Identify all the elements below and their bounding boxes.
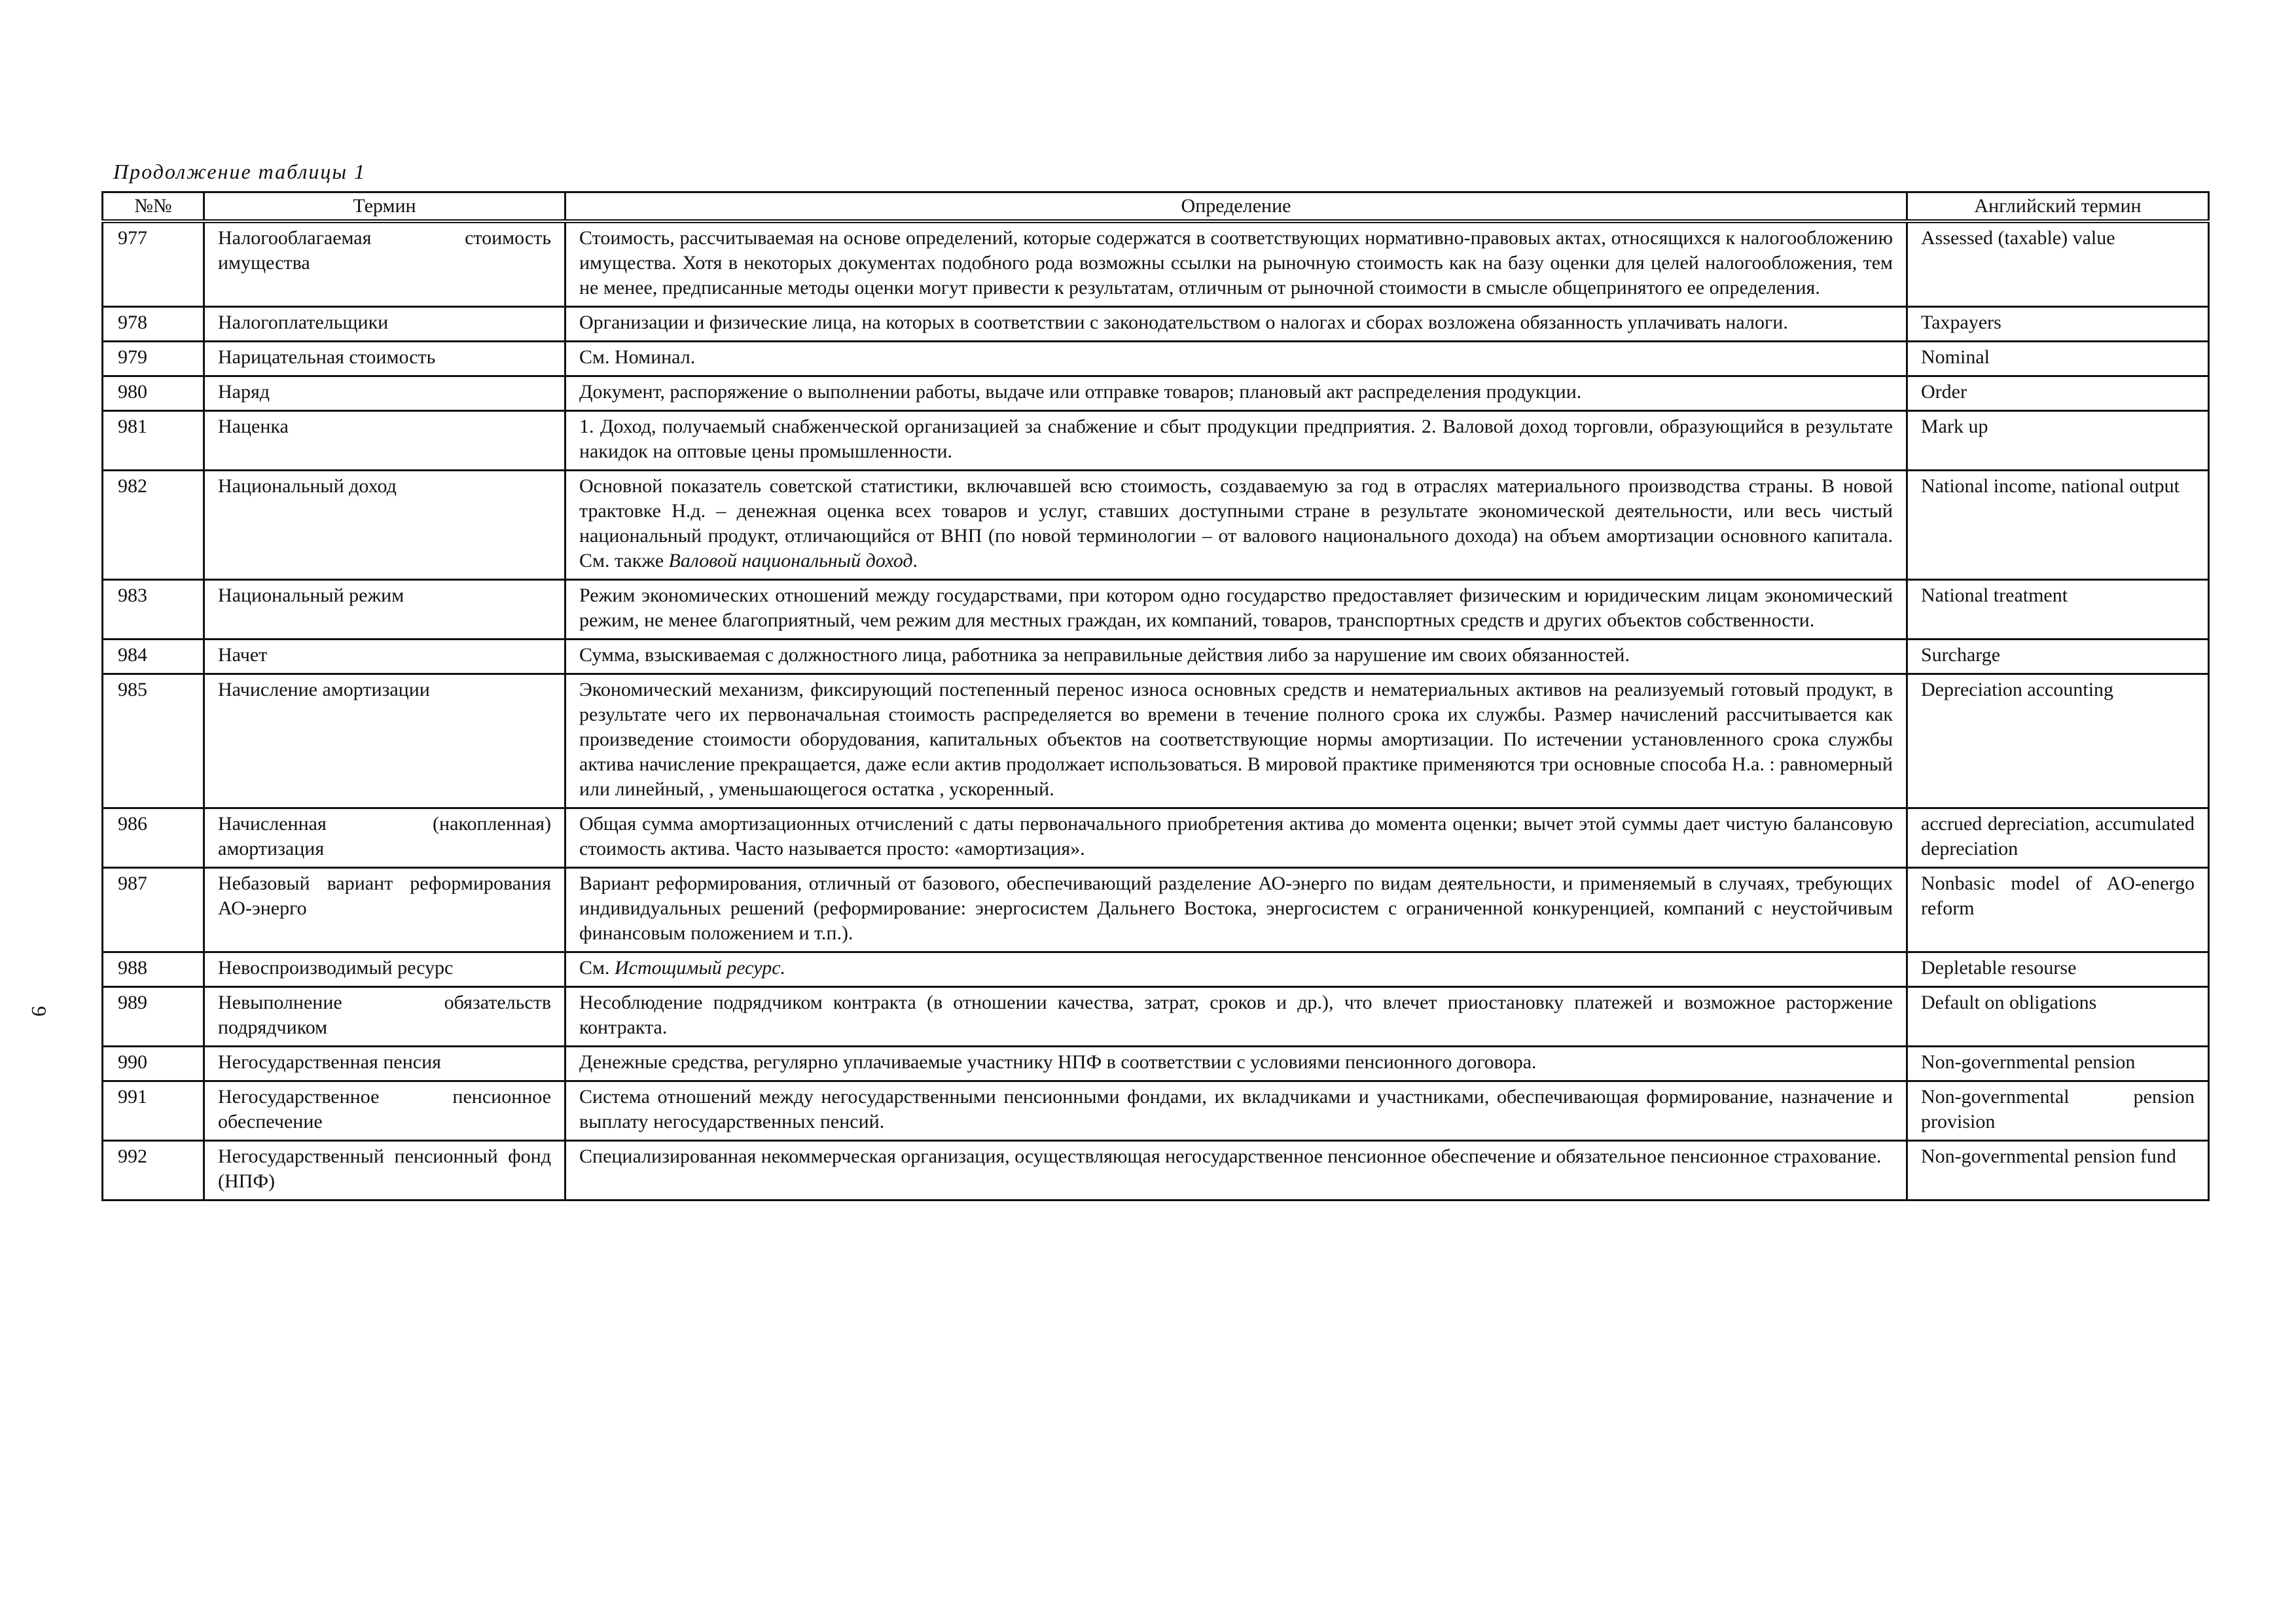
row-english-term-text: Depletable resourse xyxy=(1921,957,2077,979)
row-term-text: Начисление амортизации xyxy=(218,679,430,700)
table-row xyxy=(103,376,2209,411)
row-term-text: Небазовый вариант реформирования АО-энерго xyxy=(218,873,551,919)
table-body xyxy=(103,221,2209,1200)
row-number-text: 992 xyxy=(118,1146,147,1167)
table-row xyxy=(103,987,2209,1047)
row-term-text: Негосударственное пенсионное обеспечение xyxy=(218,1086,551,1132)
row-term xyxy=(204,580,565,640)
row-english-term-text: Assessed (taxable) value xyxy=(1921,227,2115,249)
row-term-text: Негосударственная пенсия xyxy=(218,1051,441,1073)
row-number xyxy=(103,987,204,1047)
row-english-term-text: Taxpayers xyxy=(1921,312,2001,333)
row-english-term xyxy=(1907,376,2209,411)
row-term-text: Начисленная (накопленная) амортизация xyxy=(218,813,551,859)
row-number xyxy=(103,307,204,342)
row-english-term xyxy=(1907,580,2209,640)
row-number xyxy=(103,808,204,868)
row-term xyxy=(204,221,565,307)
row-definition xyxy=(565,987,1907,1047)
row-definition xyxy=(565,674,1907,808)
table-row xyxy=(103,674,2209,808)
row-term xyxy=(204,868,565,952)
row-number-text: 980 xyxy=(118,381,147,403)
row-english-term xyxy=(1907,471,2209,580)
row-number-text: 978 xyxy=(118,312,147,333)
table-row xyxy=(103,868,2209,952)
row-number xyxy=(103,952,204,987)
row-number-text: 989 xyxy=(118,992,147,1013)
row-english-term-text: Non-governmental pension xyxy=(1921,1051,2136,1073)
row-number xyxy=(103,580,204,640)
row-number xyxy=(103,221,204,307)
row-english-term-text: accrued depreciation, accumulated depreciation xyxy=(1921,813,2195,859)
row-term-text: Налогооблагаемая стоимость имущества xyxy=(218,227,551,274)
row-definition xyxy=(565,808,1907,868)
row-definition xyxy=(565,376,1907,411)
row-number-text: 982 xyxy=(118,475,147,497)
row-definition xyxy=(565,868,1907,952)
row-english-term xyxy=(1907,411,2209,471)
row-number xyxy=(103,674,204,808)
row-definition-text: Экономический механизм, фиксирующий постепенный перенос износа основных средств и нематериальных активов на реализуемый готовый продукт, в результате чего их первоначальная стоимость распределяется во времени в течение полного срока их службы. Размер начислений рассчитывается как произведение стоимости оборудования, капитальных объектов на соответствующие нормы амортизации. По истечении установленного срока службы актива начисление прекращается, даже если актив продолжает использоваться. В мировой практике применяются три основные способа Н.а. : равномерный или линейный, , уменьшающегося остатка , ускоренный. xyxy=(579,679,1893,800)
header-english-term: Английский термин xyxy=(1907,192,2209,222)
row-term-text: Наценка xyxy=(218,416,289,437)
row-definition-text: Сумма, взыскиваемая с должностного лица, работника за неправильные действия либо за нарушение им своих обязанностей. xyxy=(579,644,1630,666)
table-row xyxy=(103,1081,2209,1141)
row-definition xyxy=(565,952,1907,987)
table-row xyxy=(103,471,2209,580)
row-term xyxy=(204,1047,565,1081)
cross-reference-link: Истощимый ресурс. xyxy=(615,957,786,979)
row-english-term xyxy=(1907,674,2209,808)
table-row xyxy=(103,342,2209,376)
row-definition-text: Несоблюдение подрядчиком контракта (в отношении качества, затрат, сроков и др.), что влечет приостановку платежей и возможное расторжение контракта. xyxy=(579,992,1893,1038)
row-number xyxy=(103,411,204,471)
row-term xyxy=(204,1141,565,1200)
row-english-term xyxy=(1907,640,2209,674)
row-english-term-text: National treatment xyxy=(1921,585,2068,606)
row-term xyxy=(204,952,565,987)
row-number-text: 991 xyxy=(118,1086,147,1108)
row-english-term-text: Mark up xyxy=(1921,416,1988,437)
header-number: №№ xyxy=(103,192,204,222)
row-definition-text: Основной показатель советской статистики, включавшей всю стоимость, создаваемую за год в отраслях материального производства страны. В новой трактовке Н.д. – денежная оценка всех товаров и услуг, ставших доступными стране в результате экономической деятельности, или весь чистый национальный продукт, отличающийся от ВНП (по новой терминологии – от валового национального дохода) на объем амортизации основного капитала. См. также xyxy=(579,475,1893,571)
row-term xyxy=(204,1081,565,1141)
row-definition-text: Общая сумма амортизационных отчислений с даты первоначального приобретения актива до момента оценки; вычет этой суммы дает чистую балансовую стоимость актива. Часто называется просто: «амортизация». xyxy=(579,813,1893,859)
row-number xyxy=(103,1047,204,1081)
cross-reference-link: Валовой национальный доход xyxy=(668,550,913,571)
row-term xyxy=(204,376,565,411)
header-row xyxy=(103,192,2209,222)
table-row xyxy=(103,640,2209,674)
row-number-text: 987 xyxy=(118,873,147,894)
row-definition-text: См. Номинал. xyxy=(579,346,696,368)
table-row xyxy=(103,952,2209,987)
row-number-text: 983 xyxy=(118,585,147,606)
table-row xyxy=(103,411,2209,471)
row-definition-text: Вариант реформирования, отличный от базового, обеспечивающий разделение АО-энерго по видам деятельности, и применяемый в случаях, требующих индивидуальных решений (реформирование: энергосистем Дальнего Востока, энергосистем с ограниченной конкуренцией, компаний с неустойчивым финансовым положением и т.п.). xyxy=(579,873,1893,944)
row-term-text: Национальный режим xyxy=(218,585,404,606)
row-number-text: 981 xyxy=(118,416,147,437)
row-term xyxy=(204,471,565,580)
row-definition-text: См. xyxy=(579,957,610,979)
row-definition-text: Стоимость, рассчитываемая на основе определений, которые содержатся в соответствующих нормативно-правовых актах, относящихся к налогообложению имущества. Хотя в некоторых документах подобного рода возможны ссылки на рыночную стоимость как на базу оценки для целей налогообложения, тем не менее, предписанные методы оценки могут привести к результатам, отличным от рыночной стоимости в смысле общепринятого ее определения. xyxy=(579,227,1893,298)
table-row xyxy=(103,808,2209,868)
row-term-text: Невыполнение обязательств подрядчиком xyxy=(218,992,551,1038)
row-english-term-text: Order xyxy=(1921,381,1967,403)
row-english-term xyxy=(1907,221,2209,307)
table-row xyxy=(103,221,2209,307)
row-number xyxy=(103,1141,204,1200)
row-definition: Основной показатель советской статистики, включавшей всю стоимость, создаваемую за год в отраслях материального производства страны. В новой трактовке Н.д. – денежная оценка всех товаров и услуг, ставших доступными стране в результате экономической деятельности, или весь чистый национальный продукт, отличающийся от ВНП (по новой терминологии – от валового национального дохода) на объем амортизации основного капитала. См. также Валовой национальный доход. xyxy=(565,471,1907,580)
row-term-text: Наряд xyxy=(218,381,270,403)
row-english-term-text: Nominal xyxy=(1921,346,1990,368)
table-row xyxy=(103,307,2209,342)
row-term-text: Негосударственный пенсионный фонд (НПФ) xyxy=(218,1146,551,1192)
row-term xyxy=(204,342,565,376)
row-term-text: Налогоплательщики xyxy=(218,312,389,333)
row-english-term xyxy=(1907,1141,2209,1200)
row-definition xyxy=(565,342,1907,376)
row-term-text: Начет xyxy=(218,644,268,666)
row-english-term xyxy=(1907,1047,2209,1081)
row-term xyxy=(204,808,565,868)
row-number-text: 984 xyxy=(118,644,147,666)
row-definition xyxy=(565,1047,1907,1081)
row-term xyxy=(204,411,565,471)
row-number-text: 988 xyxy=(118,957,147,979)
row-number xyxy=(103,376,204,411)
row-english-term xyxy=(1907,342,2209,376)
terms-table xyxy=(101,191,2210,1201)
row-english-term xyxy=(1907,987,2209,1047)
page-number: 9 xyxy=(27,1006,51,1017)
row-number xyxy=(103,342,204,376)
row-definition xyxy=(565,640,1907,674)
row-term-text: Национальный доход xyxy=(218,475,397,497)
row-definition-text: Режим экономических отношений между государствами, при котором одно государство предоставляет физическим и юридическим лицам экономический режим, не менее благоприятный, чем режим для местных граждан, их компаний, товаров, транспортных средств и других объектов собственности. xyxy=(579,585,1893,631)
row-number-text: 979 xyxy=(118,346,147,368)
row-number xyxy=(103,868,204,952)
row-definition-text: Организации и физические лица, на которых в соответствии с законодательством о налогах и сборах возложена обязанность уплачивать налоги. xyxy=(579,312,1788,333)
header-definition: Определение xyxy=(565,192,1907,222)
table-row xyxy=(103,1141,2209,1200)
row-definition-text: Документ, распоряжение о выполнении работы, выдаче или отправке товаров; плановый акт распределения продукции. xyxy=(579,381,1582,403)
header-term: Термин xyxy=(204,192,565,222)
row-number xyxy=(103,1081,204,1141)
row-term-text: Нарицательная стоимость xyxy=(218,346,436,368)
row-english-term-text: National income, national output xyxy=(1921,475,2179,497)
row-number-text: 985 xyxy=(118,679,147,700)
row-number-text: 986 xyxy=(118,813,147,835)
row-term xyxy=(204,640,565,674)
row-english-term xyxy=(1907,808,2209,868)
row-number xyxy=(103,640,204,674)
row-definition-text: Специализированная некоммерческая организация, осуществляющая негосударственное пенсионное обеспечение и обязательное пенсионное страхование. xyxy=(579,1146,1882,1167)
row-english-term-text: Non-governmental pension provision xyxy=(1921,1086,2195,1132)
row-term-text: Невоспроизводимый ресурс xyxy=(218,957,454,979)
row-term xyxy=(204,987,565,1047)
row-english-term-text: Depreciation accounting xyxy=(1921,679,2114,700)
row-definition xyxy=(565,1081,1907,1141)
row-english-term xyxy=(1907,952,2209,987)
row-number xyxy=(103,471,204,580)
table-caption: Продолжение таблицы 1 xyxy=(113,160,367,183)
row-english-term xyxy=(1907,1081,2209,1141)
row-term xyxy=(204,307,565,342)
row-definition-text: 1. Доход, получаемый снабженческой организацией за снабжение и сбыт продукции предприятия. 2. Валовой доход торговли, образующийся в результате накидок на оптовые цены промышленности. xyxy=(579,416,1893,462)
table-row xyxy=(103,580,2209,640)
row-english-term-text: Default on obligations xyxy=(1921,992,2097,1013)
table-header xyxy=(103,192,2209,222)
row-english-term-text: Nonbasic model of AO-energo reform xyxy=(1921,873,2195,919)
row-definition xyxy=(565,411,1907,471)
row-definition-text: Система отношений между негосударственными пенсионными фондами, их вкладчиками и участниками, обеспечивающая формирование, назначение и выплату негосударственных пенсий. xyxy=(579,1086,1893,1132)
row-english-term-text: Non-governmental pension fund xyxy=(1921,1146,2176,1167)
row-definition-text: Денежные средства, регулярно уплачиваемые участнику НПФ в соответствии с условиями пенсионного договора. xyxy=(579,1051,1537,1073)
row-english-term xyxy=(1907,307,2209,342)
row-number-text: 990 xyxy=(118,1051,147,1073)
row-definition xyxy=(565,580,1907,640)
row-english-term-text: Surcharge xyxy=(1921,644,2001,666)
table-row xyxy=(103,1047,2209,1081)
row-definition xyxy=(565,307,1907,342)
row-number-text: 977 xyxy=(118,227,147,249)
row-definition xyxy=(565,221,1907,307)
row-english-term xyxy=(1907,868,2209,952)
row-definition xyxy=(565,1141,1907,1200)
row-term xyxy=(204,674,565,808)
